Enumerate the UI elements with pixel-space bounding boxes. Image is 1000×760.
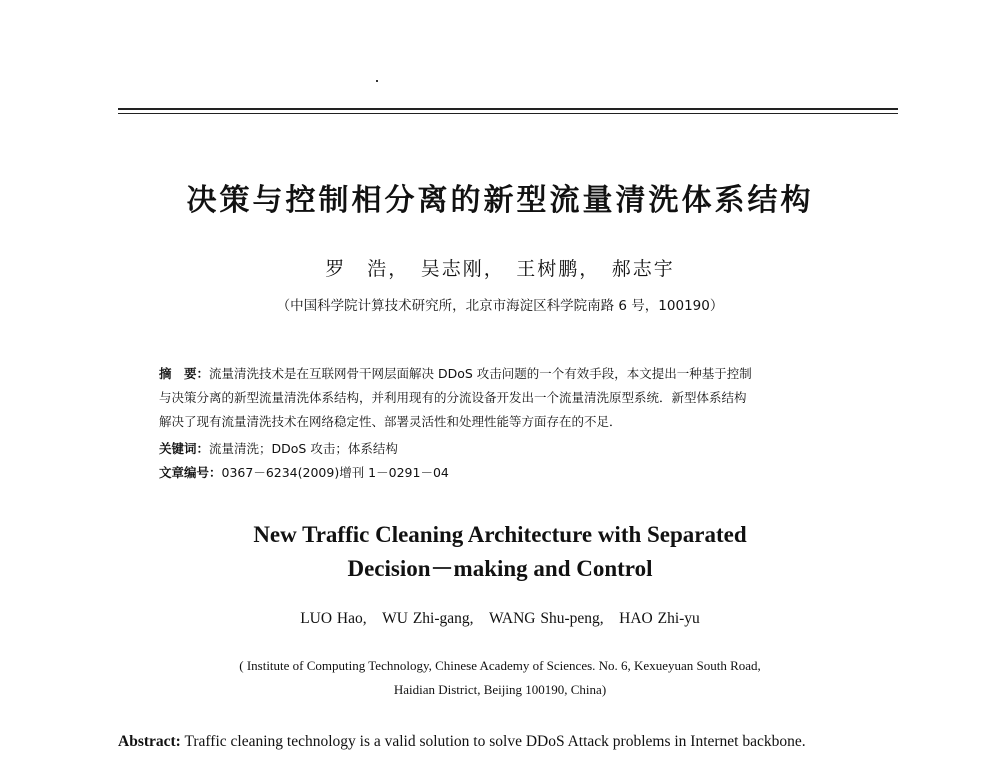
keywords-label: 关键词： (159, 441, 210, 456)
abstract-chinese-line-3: 解决了现有流量清洗技术在网络稳定性、部署灵活性和处理性能等方面存在的不足． (159, 414, 622, 429)
affiliation-chinese: （中国科学院计算技术研究所，北京市海淀区科学院南路 6 号，100190） (276, 298, 724, 314)
keywords-value: 流量清洗；DDoS 攻击；体系结构 (209, 441, 398, 456)
header-rule-bottom (118, 113, 898, 114)
abstract-chinese-label: 摘 要： (159, 366, 210, 381)
title-chinese: 决策与控制相分离的新型流量清洗体系结构 (186, 183, 814, 218)
authors-english: LUO Hao, WU Zhi-gang, WANG Shu-peng, HAO Zhi-yu (300, 610, 700, 627)
abstract-chinese-text-1: 流量清洗技术是在互联网骨干网层面解决 DDoS 攻击问题的一个有效手段，本文提出一种基于控制 (209, 366, 752, 381)
abstract-chinese (159, 362, 859, 434)
article-number-label: 文章编号： (159, 465, 222, 480)
abstract-chinese-line-1 (159, 362, 859, 386)
article-number-value: 0367－6234(2009)增刊 1－0291－04 (221, 465, 449, 480)
scan-speck (376, 80, 378, 82)
abstract-english (118, 730, 898, 754)
title-english (0, 518, 1000, 586)
abstract-chinese-line-2: 与决策分离的新型流量清洗体系结构，并利用现有的分流设备开发出一个流量清洗原型系统．新型体系结构 (159, 390, 747, 405)
affiliation-english-line-1: ( Institute of Computing Technology, Chinese Academy of Sciences. No. 6, Kexueyuan South Road, (239, 658, 761, 673)
header-rule-top (118, 108, 898, 110)
abstract-english-label: Abstract: (118, 733, 181, 750)
title-english-line-2: Decision－making and Control (347, 556, 653, 581)
authors-chinese: 罗 浩， 吴志刚， 王树鹏， 郝志宇 (325, 258, 675, 280)
affiliation-english (0, 654, 1000, 702)
abstract-english-text: Traffic cleaning technology is a valid solution to solve DDoS Attack problems in Internet backbone. (180, 733, 806, 750)
keywords-chinese (159, 439, 398, 457)
article-number (159, 463, 449, 481)
title-english-line-1: New Traffic Cleaning Architecture with Separated (253, 522, 747, 547)
affiliation-english-line-2: Haidian District, Beijing 100190, China) (393, 682, 607, 697)
